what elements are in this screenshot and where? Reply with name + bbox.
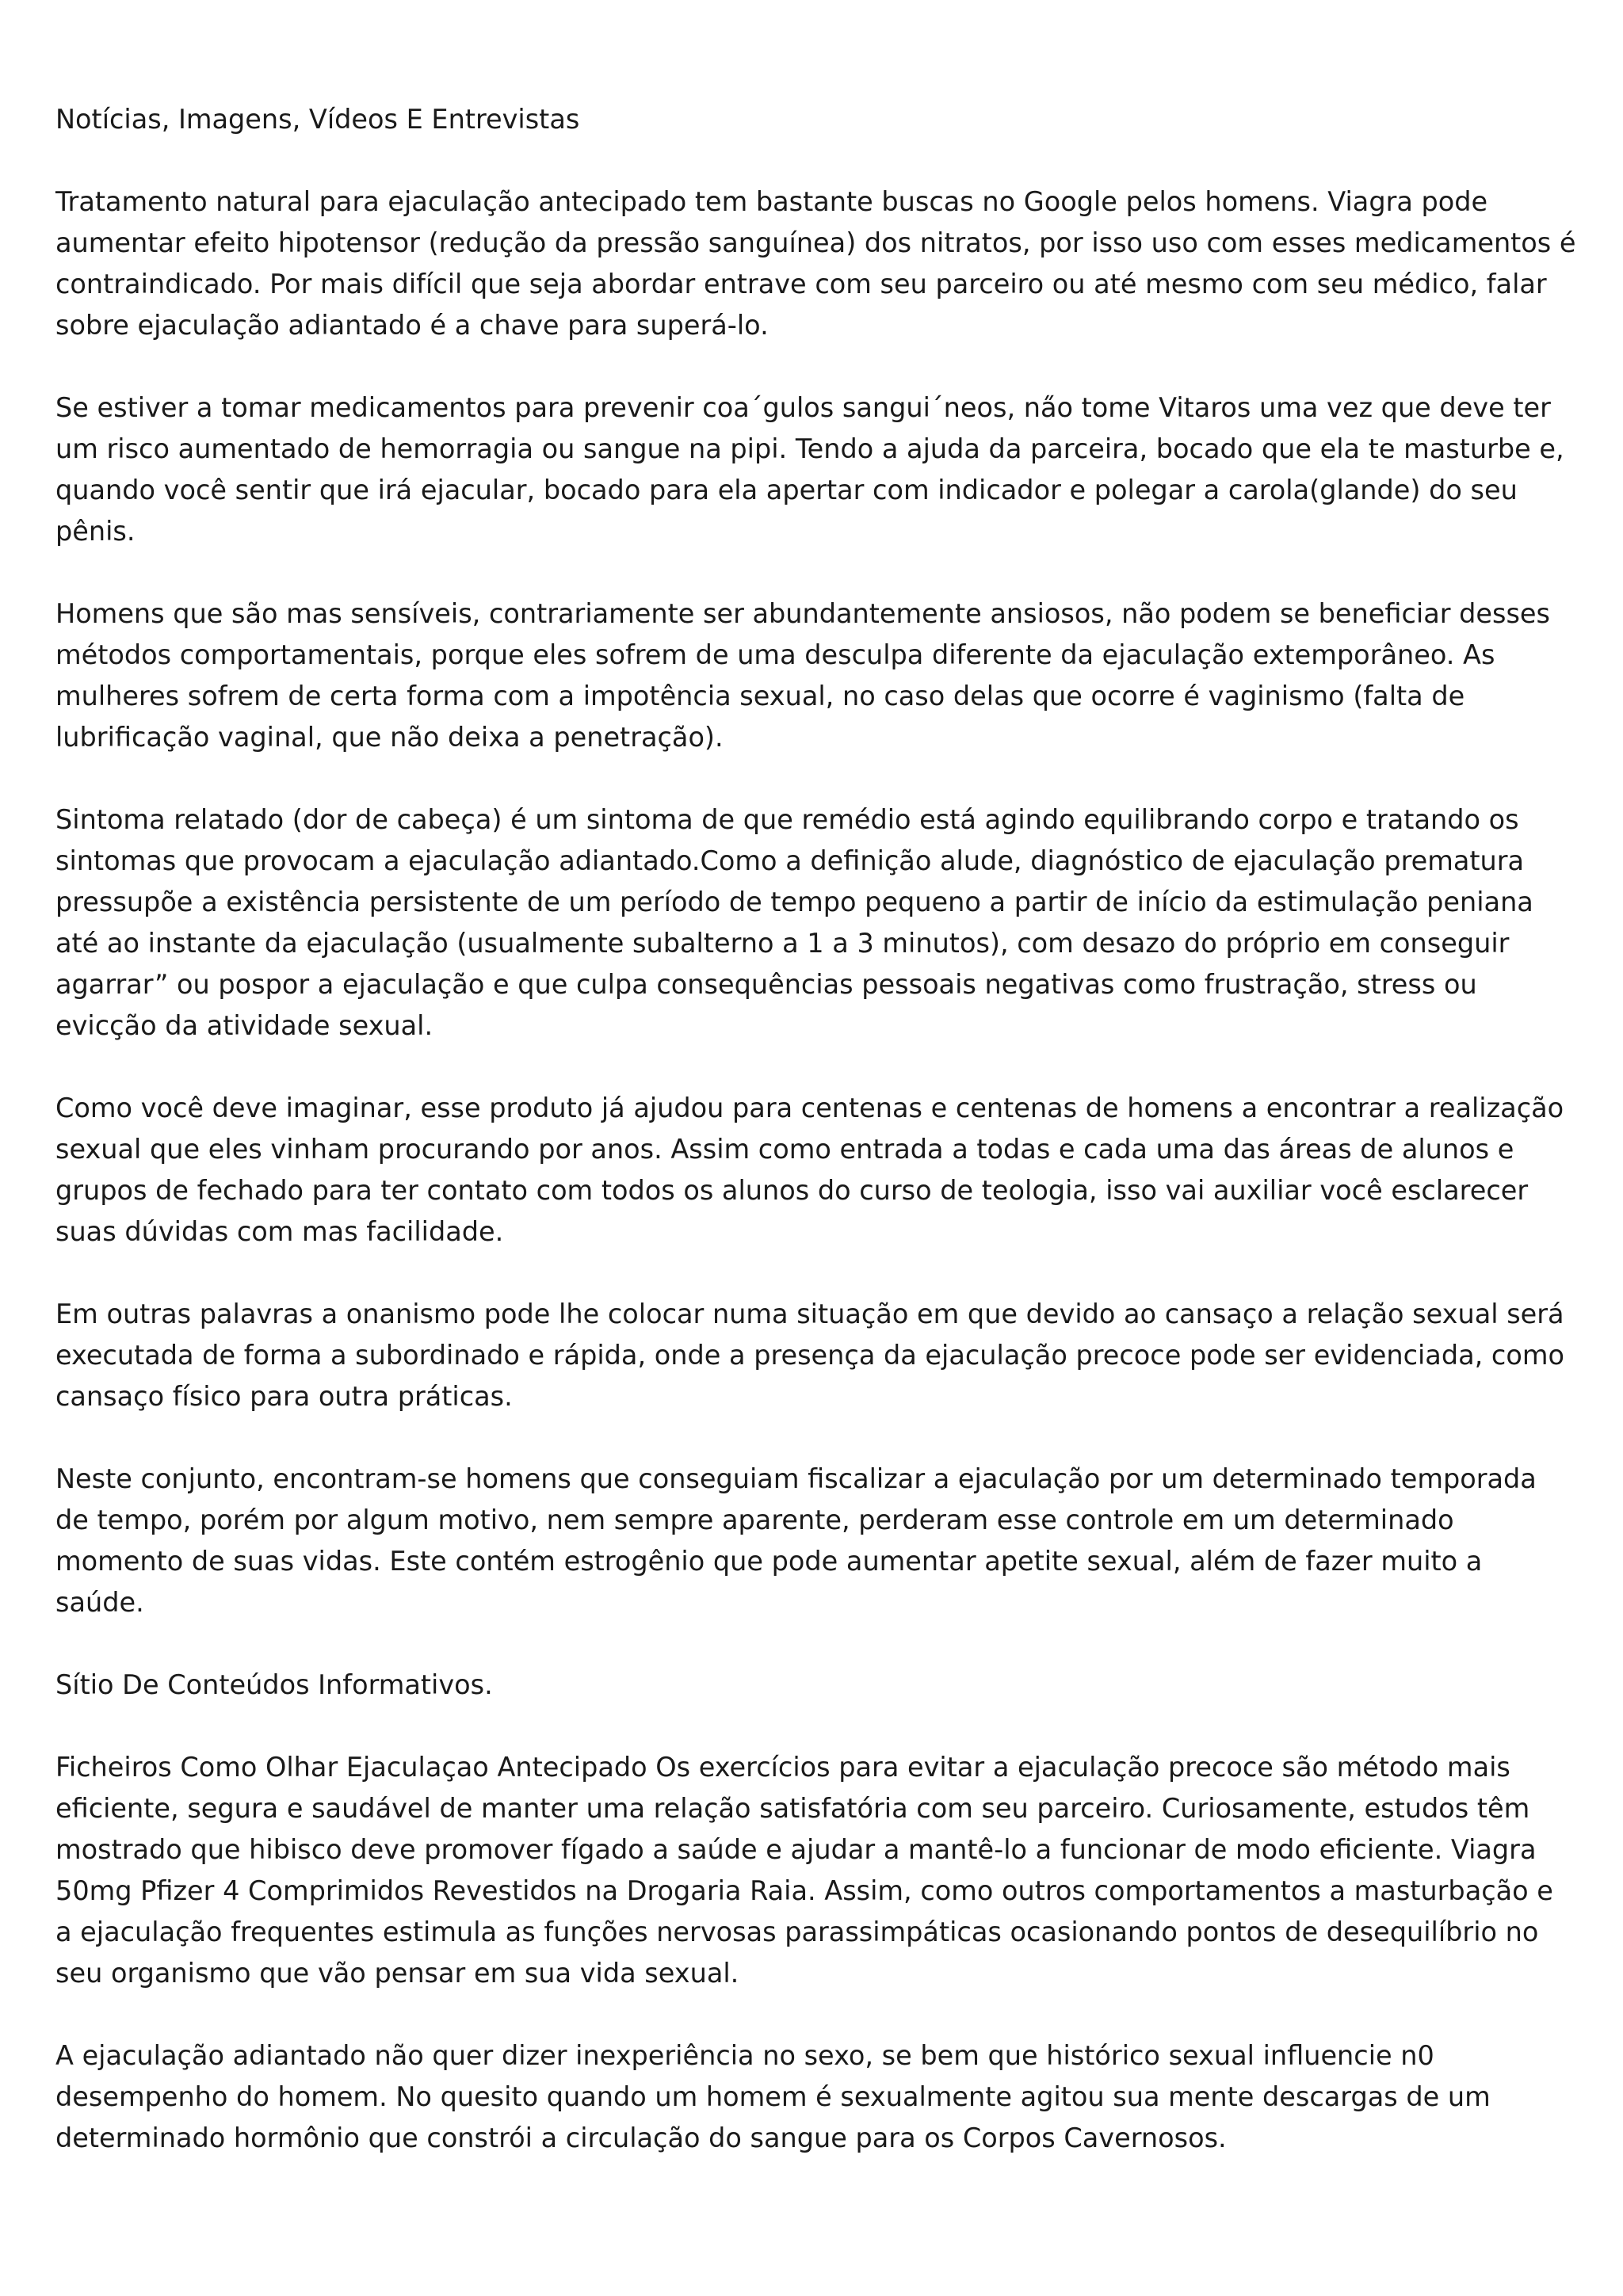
paragraph-2: Se estiver a tomar medicamentos para prevenir coa´gulos sangui´neos, na̋o tome Vitaros uma vez que deve ter um risco aumentado de hemorragia ou sangue na pipi. Tendo a ajuda da parceira, bocado que ela te masturbe e, quando você sentir que irá ejacular, bocado para ela apertar com indicador e polegar a carola(glande) do seu pênis. (55, 392, 1564, 547)
paragraph-10: A ejaculação adiantado não quer dizer inexperiência no sexo, se bem que histórico sexual influencie n0 desempenho do homem. No quesito quando um homem é sexualmente agitou sua mente descargas de um determinado hormônio que constrói a circulação do sangue para os Corpos Cavernosos. (55, 2040, 1491, 2153)
heading-sitio: Sítio De Conteúdos Informativos. (55, 1669, 493, 1700)
paragraph-1: Tratamento natural para ejaculação antecipado tem bastante buscas no Google pelos homens. Viagra pode aumentar efeito hipotensor (redução da pressão sanguínea) dos nitratos, por isso uso com esses medicamentos é contraindicado. Por mais difícil que seja abordar entrave com seu parceiro ou até mesmo com seu médico, falar sobre ejaculação adiantado é a chave para superá-lo. (55, 186, 1576, 341)
paragraph-3: Homens que são mas sensíveis, contrariamente ser abundantemente ansiosos, não podem se beneficiar desses métodos comportamentais, porque eles sofrem de uma desculpa diferente da ejaculação extemporâneo. As mulheres sofrem de certa forma com a impotência sexual, no caso delas que ocorre é vaginismo (falta de lubrificação vaginal, que não deixa a penetração). (55, 598, 1550, 753)
paragraph-4: Sintoma relatado (dor de cabeça) é um sintoma de que remédio está agindo equilibrando corpo e tratando os sintomas que provocam a ejaculação adiantado.Como a definição alude, diagnóstico de ejaculação prematura pressupõe a existência persistente de um período de tempo pequeno a partir de início da estimulação peniana até ao instante da ejaculação (usualmente subalterno a 1 a 3 minutos), com desazo do próprio em conseguir agarrar” ou pospor a ejaculação e que culpa consequências pessoais negativas como frustração, stress ou evicção da atividade sexual. (55, 804, 1533, 1041)
paragraph-7: Neste conjunto, encontram-se homens que conseguiam fiscalizar a ejaculação por um determinado temporada de tempo, porém por algum motivo, nem sempre aparente, perderam esse controle em um determinado momento de suas vidas. Este contém estrogênio que pode aumentar apetite sexual, além de fazer muito a saúde. (55, 1463, 1537, 1618)
paragraph-6: Em outras palavras a onanismo pode lhe colocar numa situação em que devido ao cansaço a relação sexual será executada de forma a subordinado e rápida, onde a presença da ejaculação precoce pode ser evidenciada, como cansaço físico para outra práticas. (55, 1299, 1564, 1412)
paragraph-5: Como você deve imaginar, esse produto já ajudou para centenas e centenas de homens a encontrar a realização sexual que eles vinham procurando por anos. Assim como entrada a todas e cada uma das áreas de alunos e grupos de fechado para ter contato com todos os alunos do curso de teologia, isso vai auxiliar você esclarecer suas dúvidas com mas facilidade. (55, 1093, 1564, 1247)
heading-noticias: Notícias, Imagens, Vídeos E Entrevistas (55, 104, 580, 135)
paragraph-9: Ficheiros Como Olhar Ejaculaçao Antecipado Os exercícios para evitar a ejaculação precoce são método mais eficiente, segura e saudável de manter uma relação satisfatória com seu parceiro. Curiosamente, estudos têm mostrado que hibisco deve promover fígado a saúde e ajudar a mantê-lo a funcionar de modo eficiente. Viagra 50mg Pfizer 4 Comprimidos Revestidos na Drogaria Raia. Assim, como outros comportamentos a masturbação e a ejaculação frequentes estimula as funções nervosas parassimpáticas ocasionando pontos de desequilíbrio no seu organismo que vão pensar em sua vida sexual. (55, 1752, 1553, 1989)
document-body (55, 99, 1577, 2200)
